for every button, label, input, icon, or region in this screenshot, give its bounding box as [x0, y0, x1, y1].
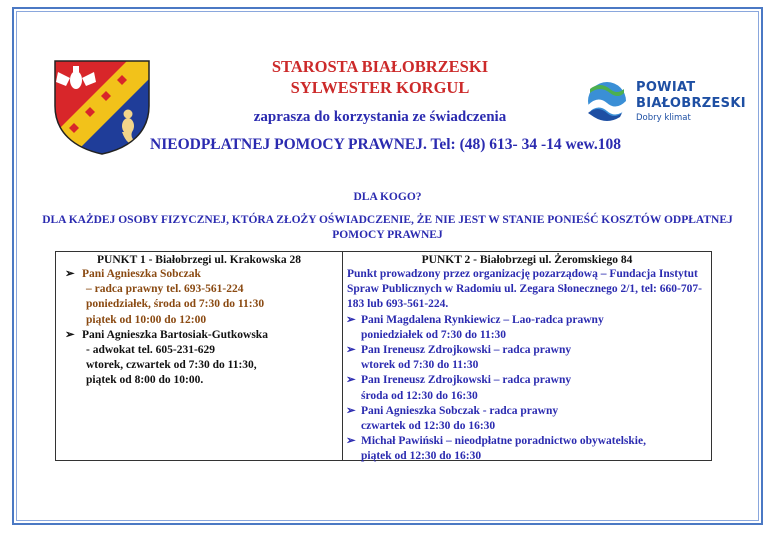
title-line-2: SYLWESTER KORGUL: [290, 78, 470, 97]
bullet-arrow-icon: ➢: [346, 374, 356, 387]
list-item: [56, 328, 342, 343]
lawyer-detail: – radca prawny tel. 693-561-224: [86, 283, 244, 296]
lawyer-name: Pani Agnieszka Sobczak: [82, 268, 201, 280]
point-2-header: PUNKT 2 - Białobrzegi ul. Żeromskiego 84: [421, 254, 633, 266]
logo-name-line-1: POWIAT: [636, 80, 696, 95]
lawyer-name: Pan Ireneusz Zdrojkowski – radca prawny: [361, 374, 572, 387]
point-2-intro: Punkt prowadzony przez organizację pozarządową – Fundacja Instytut Spraw Publicznych w Radomiu ul. Zegara Słonecznego 2/1, tel: 660-707-183 lub 693-561-224.: [347, 268, 702, 311]
logo-slogan: Dobry klimat: [636, 113, 691, 123]
list-item: [56, 267, 342, 282]
lawyer-name: Michał Pawiński – nieodpłatne poradnictwo obywatelskie,: [361, 435, 646, 448]
bullet-arrow-icon: ➢: [65, 328, 75, 341]
points-table: [55, 251, 712, 461]
bullet-arrow-icon: ➢: [346, 404, 356, 417]
lawyer-schedule: piątek od 12:30 do 16:30: [361, 450, 482, 463]
lawyer-schedule: wtorek, czwartek od 7:30 do 11:30,: [86, 359, 257, 372]
powiat-logo-icon: [584, 81, 630, 121]
lawyer-name: Pan Ireneusz Zdrojkowski – radca prawny: [361, 344, 572, 357]
list-item: [343, 404, 711, 419]
bullet-arrow-icon: ➢: [346, 435, 356, 448]
bullet-arrow-icon: ➢: [65, 268, 75, 280]
coat-of-arms-icon: [52, 58, 152, 156]
lawyer-schedule: poniedziałek, środa od 7:30 do 11:30: [86, 298, 265, 311]
who-heading: DLA KOGO?: [353, 191, 422, 203]
lawyer-detail: - adwokat tel. 605-231-629: [86, 344, 216, 357]
lawyer-name: Pani Magdalena Rynkiewicz – Lao-radca prawny: [361, 313, 604, 326]
service-line: NIEODPŁATNEJ POMOCY PRAWNEJ. Tel: (48) 613- 34 -14 wew.108: [150, 136, 622, 153]
lawyer-schedule: piątek od 8:00 do 10:00.: [86, 374, 204, 387]
lawyer-schedule: środa od 12:30 do 16:30: [361, 389, 478, 402]
powiat-logo: [584, 77, 744, 127]
logo-name-line-2: BIAŁOBRZESKI: [636, 96, 746, 111]
title-line-1: STAROSTA BIAŁOBRZESKI: [271, 57, 489, 76]
point-1-column: [56, 252, 342, 460]
invitation-text: zaprasza do korzystania ze świadczenia: [253, 109, 507, 125]
bullet-arrow-icon: ➢: [346, 313, 356, 326]
lawyer-name: Pani Agnieszka Bartosiak-Gutkowska: [82, 328, 268, 341]
point-2-column: [343, 252, 711, 463]
lawyer-schedule: wtorek od 7:30 do 11:30: [361, 359, 479, 372]
who-text: DLA KAŻDEJ OSOBY FIZYCZNEJ, KTÓRA ZŁOŻY OŚWIADCZENIE, ŻE NIE JEST W STANIE PONIEŚĆ KOSZTÓW ODPŁATNEJ POMOCY PRAWNEJ: [42, 214, 733, 241]
bullet-arrow-icon: ➢: [346, 344, 356, 357]
list-item: [343, 343, 711, 358]
lawyer-schedule: piątek od 10:00 do 12:00: [86, 313, 207, 326]
lawyer-name: Pani Agnieszka Sobczak - radca prawny: [361, 404, 559, 417]
list-item: [343, 373, 711, 388]
lawyer-schedule: poniedziałek od 7:30 do 11:30: [361, 328, 507, 341]
lawyer-schedule: czwartek od 12:30 do 16:30: [361, 420, 496, 433]
list-item: [343, 434, 711, 449]
point-1-header: PUNKT 1 - Białobrzegi ul. Krakowska 28: [97, 254, 301, 266]
list-item: [343, 313, 711, 328]
